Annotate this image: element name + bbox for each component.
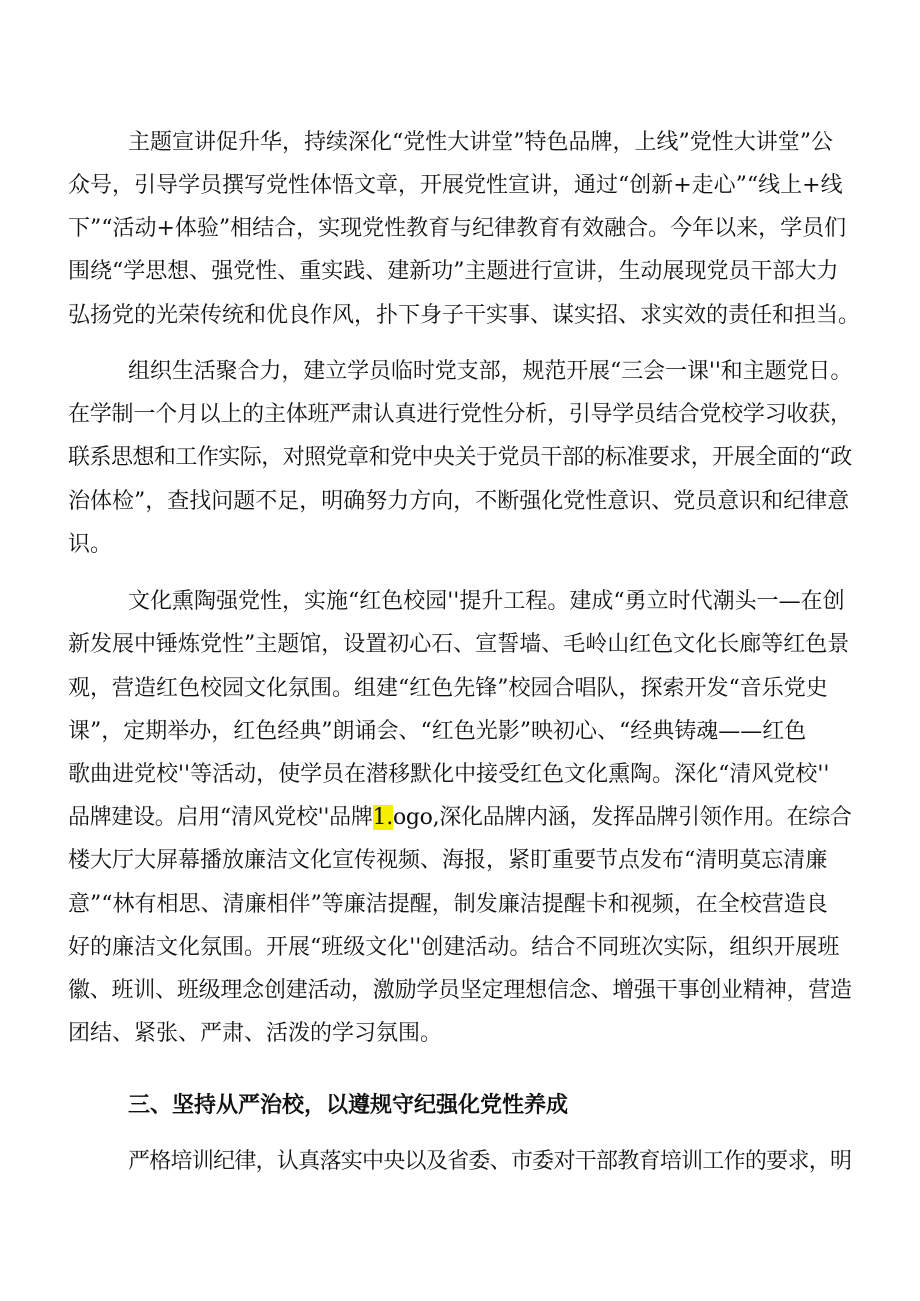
text-line	[68, 928, 852, 968]
text-segment: 意”“林有相思、清廉相伴”等廉洁提醒，制发廉洁提醒卡和视频，在全校营造良	[68, 892, 828, 917]
text-segment: 围绕“学思想、强党性、重实践、建新功”主题进行宣讲，生动展现党员干部大力	[68, 259, 839, 284]
text-line	[68, 166, 852, 206]
text-line	[128, 123, 852, 163]
text-line	[68, 669, 852, 709]
text-segment: 识。	[68, 532, 113, 557]
text-line	[68, 712, 852, 752]
text-segment: 众号，引导学员撰写党性体悟文章，开展党性宣讲，通过“创新+走心”“线上+线	[68, 173, 843, 198]
text-segment: 三、坚持从严治校，以遵规守纪强化党性养成	[128, 1092, 569, 1118]
text-line	[68, 971, 852, 1011]
text-line	[68, 625, 852, 665]
text-line	[68, 482, 852, 522]
text-segment: 弘扬党的光荣传统和优良作风，扑下身子干实事、谋实招、求实效的责任和担当。	[68, 303, 861, 328]
text-line	[68, 1014, 852, 1054]
text-line	[68, 798, 852, 838]
text-segment: 主题宣讲促升华，持续深化“党性大讲堂”特色品牌，上线”党性大讲堂”公	[128, 130, 833, 155]
text-segment: 联系思想和工作实际，对照党章和党中央关于党员干部的标准要求，开展全面的“政	[68, 445, 852, 470]
text-segment: 严格培训纪律，认真落实中央以及省委、市委对干部教育培训工作的要求，明	[128, 1149, 852, 1174]
text-segment: 品牌建设。启用“清风党校''品牌	[68, 805, 373, 830]
text-segment: 组织生活聚合力，建立学员临时党支部，规范开展“三会一课''和主题党日。	[128, 359, 853, 384]
text-line	[68, 209, 852, 249]
text-line	[68, 755, 852, 795]
text-segment: 下”“活动+体验”相结合，实现党性教育与纪律教育有效融合。今年以来，学员们	[68, 216, 847, 241]
text-line	[128, 352, 852, 392]
text-line	[68, 296, 861, 336]
text-line	[128, 582, 852, 622]
section-heading	[128, 1085, 600, 1125]
text-segment: ogo,深化品牌内涵，发挥品牌引领作用。在综合	[392, 805, 852, 830]
text-segment: 观，营造红色校园文化氛围。组建“红色先锋”校园合唱队，探索开发“音乐党史	[68, 676, 828, 701]
text-segment: 新发展中锤炼党性”主题馆，设置初心石、宣誓墙、毛岭山红色文化长廊等红色景	[68, 632, 850, 657]
text-segment: 歌曲进党校''等活动，使学员在潜移默化中接受红色文化熏陶。深化“清风党校''	[68, 762, 830, 787]
text-segment: 好的廉洁文化氛围。开展“班级文化''创建活动。结合不同班次实际，组织开展班	[68, 935, 840, 960]
text-segment: 楼大厅大屏幕播放廉洁文化宣传视频、海报，紧盯重要节点发布“清明莫忘清廉	[68, 848, 828, 873]
text-line	[68, 841, 852, 881]
text-segment: 团结、紧张、严肃、活泼的学习氛围。	[68, 1021, 443, 1046]
text-line	[128, 1142, 852, 1182]
text-segment: 在学制一个月以上的主体班严肃认真进行党性分析，引导学员结合党校学习收获，	[68, 402, 852, 427]
text-segment: 治体检”，查找问题不足，明确努力方向，不断强化党性意识、党员意识和纪律意	[68, 489, 850, 514]
text-segment: 课”，定期举办，红色经典”朗诵会、“红色光影”映初心、“经典铸魂——红色	[68, 719, 807, 744]
highlighted-text: 1.	[372, 805, 393, 830]
text-segment: 徽、班训、班级理念创建活动，激励学员坚定理想信念、增强干事创业精神，营造	[68, 978, 852, 1003]
text-line	[68, 885, 852, 925]
text-line	[68, 395, 852, 435]
text-segment: 文化熏陶强党性，实施“红色校园''提升工程。建成“勇立时代潮头一—在创	[128, 589, 845, 614]
text-line	[68, 252, 852, 292]
text-line	[68, 438, 852, 478]
text-line	[68, 525, 852, 565]
